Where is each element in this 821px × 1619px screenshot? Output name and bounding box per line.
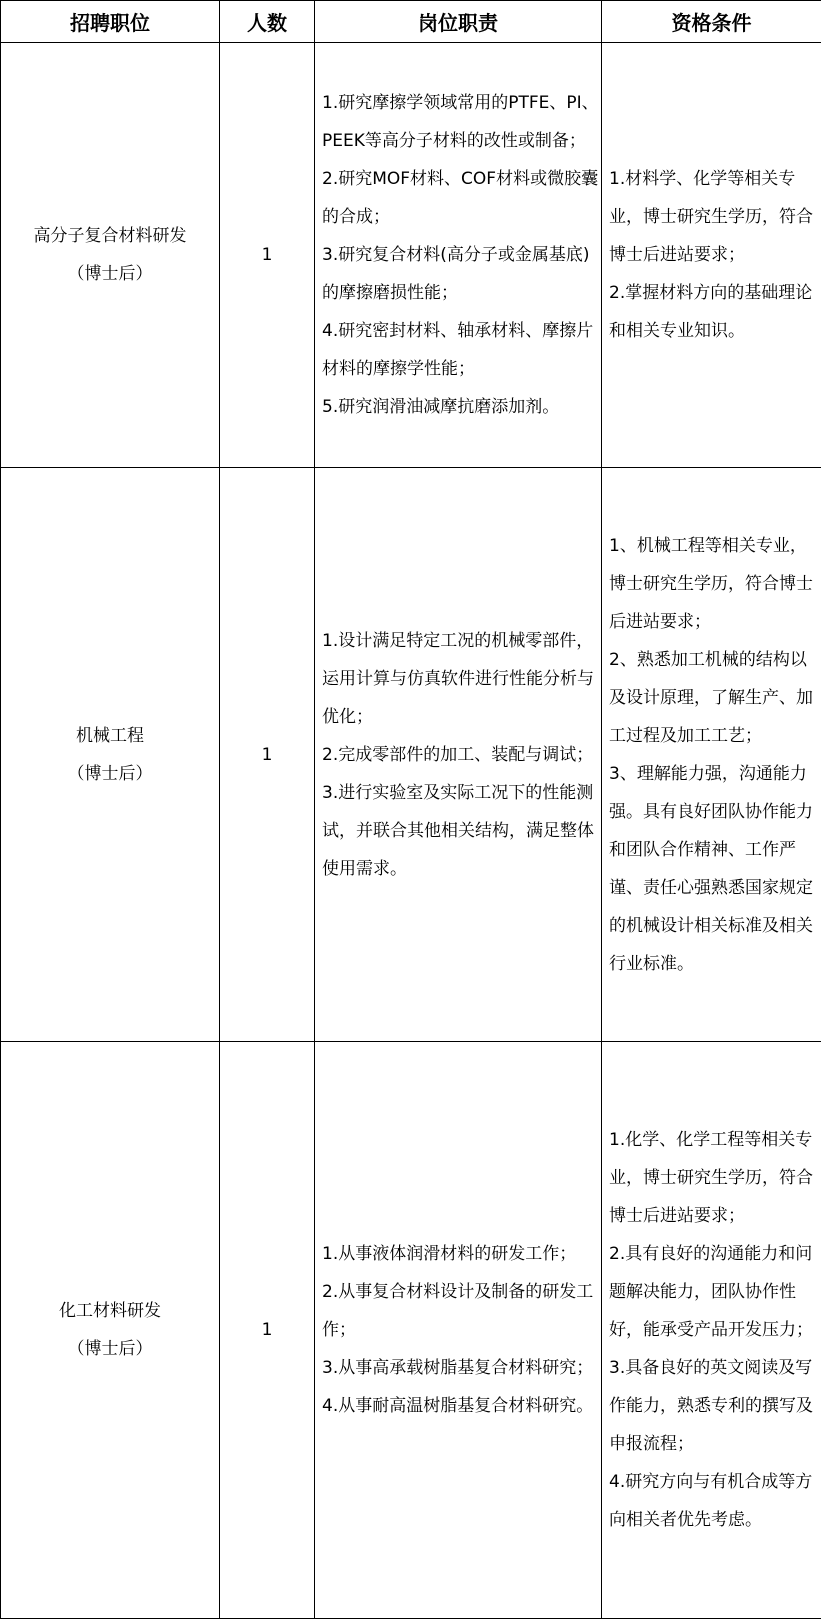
qualifications-cell [602, 468, 821, 1042]
duty-item: 5.研究润滑油减摩抗磨添加剂。 [322, 397, 560, 417]
position-title: 机械工程 [76, 725, 144, 746]
position-cell [1, 1042, 220, 1619]
qualifications-cell [602, 1042, 821, 1619]
qualification-item: 4.研究方向与有机合成等方向相关者优先考虑。 [609, 1472, 813, 1530]
qualification-item: 1.化学、化学工程等相关专业，博士研究生学历，符合博士后进站要求； [609, 1130, 813, 1226]
duty-item: 1.从事液体润滑材料的研发工作； [322, 1244, 577, 1264]
position-title: 高分子复合材料研发 [33, 226, 187, 246]
duty-item: 4.从事耐高温树脂基复合材料研究。 [322, 1396, 594, 1416]
count-cell: 1 [220, 1042, 315, 1619]
duty-item: 2.完成零部件的加工、装配与调试； [322, 744, 594, 765]
position-cell [1, 43, 220, 468]
position-subtitle: （博士后） [67, 1339, 153, 1359]
header-duties: 岗位职责 [315, 1, 602, 43]
table-row [1, 468, 821, 1042]
count-cell: 1 [220, 468, 315, 1042]
qualifications-cell [602, 43, 821, 468]
position-subtitle: （博士后） [67, 264, 153, 284]
duty-item: 1.研究摩擦学领域常用的PTFE、PI、PEEK等高分子材料的改性或制备； [322, 93, 599, 151]
qualification-item: 2.掌握材料方向的基础理论和相关专业知识。 [609, 283, 813, 341]
table-row [1, 43, 821, 468]
header-count: 人数 [220, 1, 315, 43]
position-subtitle: （博士后） [67, 763, 153, 784]
qualification-item: 1.材料学、化学等相关专业，博士研究生学历，符合博士后进站要求； [609, 169, 813, 265]
qualification-item: 1、机械工程等相关专业，博士研究生学历，符合博士后进站要求； [609, 535, 813, 632]
count-cell: 1 [220, 43, 315, 468]
qualification-item: 2、熟悉加工机械的结构以及设计原理，了解生产、加工过程及加工工艺； [609, 649, 813, 746]
duties-cell [315, 1042, 602, 1619]
duty-item: 2.研究MOF材料、COF材料或微胶囊的合成； [322, 169, 599, 227]
duties-cell [315, 43, 602, 468]
qualification-item: 3、理解能力强，沟通能力强。具有良好团队协作能力和团队合作精神、工作严谨、责任心强熟悉国家规定的机械设计相关标准及相关行业标准。 [609, 763, 813, 974]
duty-item: 2.从事复合材料设计及制备的研发工作； [322, 1282, 594, 1340]
qualification-item: 2.具有良好的沟通能力和问题解决能力，团队协作性好，能承受产品开发压力； [609, 1244, 813, 1340]
table-row [1, 1042, 821, 1619]
header-row [1, 1, 821, 43]
duty-item: 3.研究复合材料(高分子或金属基底)的摩擦磨损性能； [322, 245, 590, 303]
header-position: 招聘职位 [1, 1, 220, 43]
duty-item: 3.从事高承载树脂基复合材料研究； [322, 1358, 594, 1378]
position-cell [1, 468, 220, 1042]
header-qualifications: 资格条件 [602, 1, 821, 43]
duty-item: 1.设计满足特定工况的机械零部件，运用计算与仿真软件进行性能分析与优化； [322, 630, 594, 727]
duties-cell [315, 468, 602, 1042]
position-title: 化工材料研发 [59, 1301, 161, 1321]
duty-item: 4.研究密封材料、轴承材料、摩擦片材料的摩擦学性能； [322, 321, 594, 379]
duty-item: 3.进行实验室及实际工况下的性能测试，并联合其他相关结构，满足整体使用需求。 [322, 782, 594, 879]
qualification-item: 3.具备良好的英文阅读及写作能力，熟悉专利的撰写及申报流程； [609, 1358, 813, 1454]
